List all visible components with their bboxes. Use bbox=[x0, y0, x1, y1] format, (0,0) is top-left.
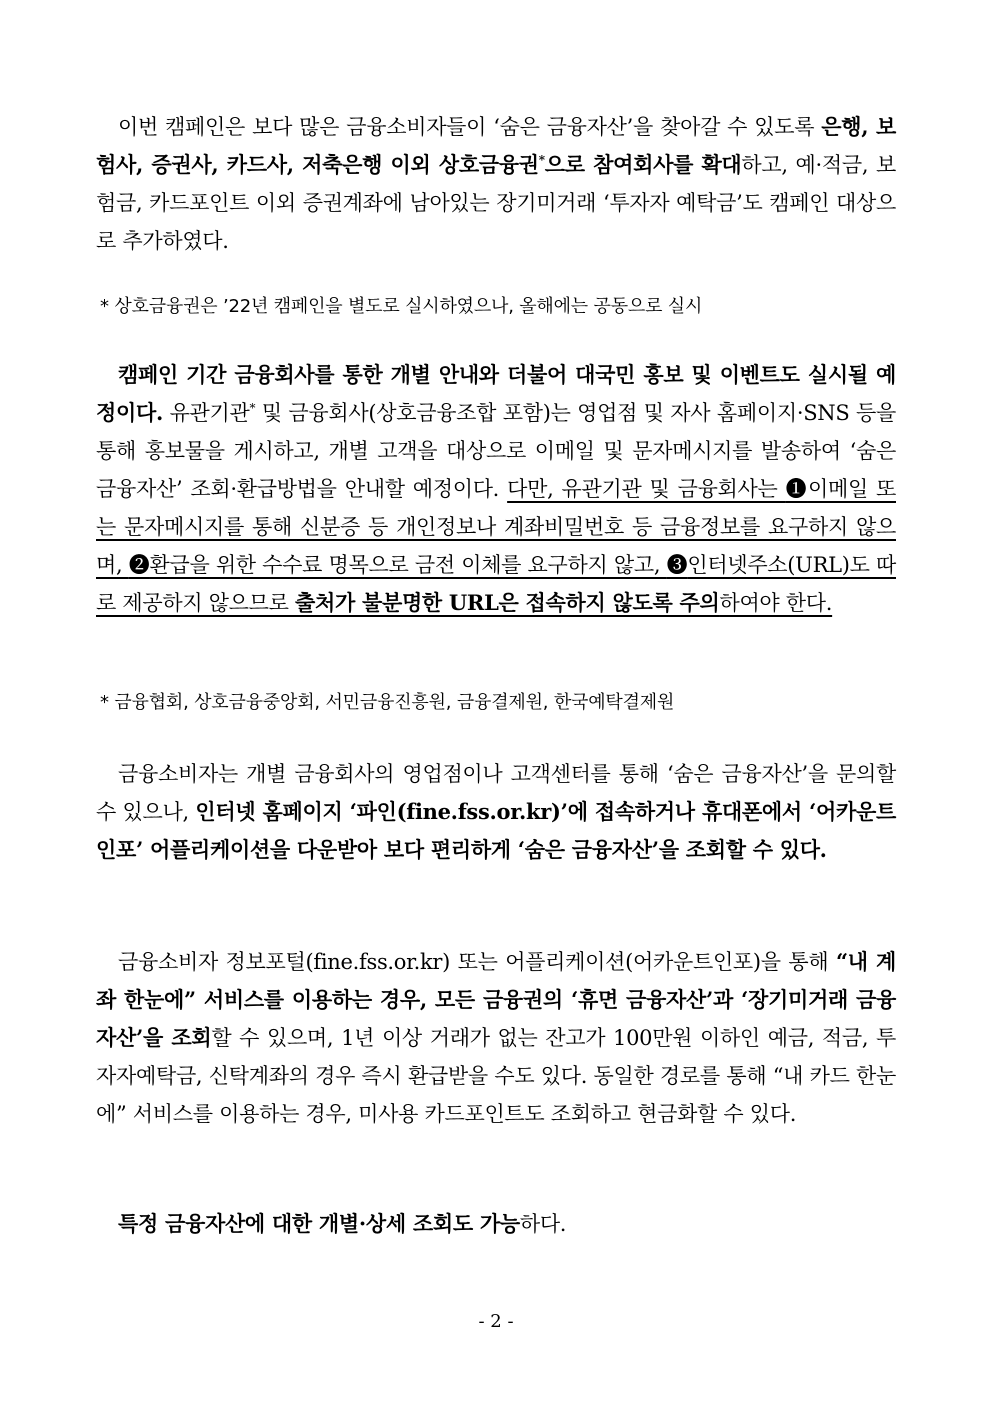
text-run: 이번 캠페인은 보다 많은 금융소비자들이 ‘숨은 금융자산’을 찾아갈 수 있도록 bbox=[118, 115, 822, 139]
warning-text-bold: 출처가 불분명한 URL은 접속하지 않도록 주의 bbox=[295, 590, 720, 615]
footnote-mark: * bbox=[538, 153, 545, 167]
footnote-related-agencies: * 금융협회, 상호금융중앙회, 서민금융진흥원, 금융결제원, 한국예탁결제원 bbox=[100, 692, 675, 713]
text-run: 금융소비자는 개별 금융회사의 영업점이나 고객센터를 통해 ‘숨은 금융자산’을 문의할 수 있으나, bbox=[96, 762, 896, 824]
text-run: 할 수 있으며, 1년 이상 거래가 없는 잔고가 100만원 이하인 예금, 적금, 투자자예탁금, 신탁계좌의 경우 즉시 환급받을 수도 있다. 동일한 경로를 통해 “내 카드 한눈에” 서비스를 이용하는 경우, 미사용 카드포인트도 조회하고 현금화할 수 있다. bbox=[96, 1026, 897, 1126]
text-run: 하다. bbox=[519, 1212, 567, 1236]
page-number: - 2 - bbox=[478, 1311, 514, 1332]
paragraph-fine-portal bbox=[96, 943, 896, 1133]
warning-text: 환급을 위한 수수료 명목으로 금전 이체를 요구하지 않고, bbox=[149, 553, 667, 577]
warning-text: 하여야 한다. bbox=[719, 591, 833, 615]
warning-text: 이메일 또는 문자메시지를 통해 신분증 등 개인정보나 계좌비밀번호 등 금융정보를 요구하지 않으며, bbox=[96, 477, 896, 577]
text-run-bold: 은행, 보험사, 증권사, 카드사, 저축은행 이외 상호금융권 bbox=[96, 114, 896, 177]
text-run: 및 금융회사(상호금융조합 포함)는 영업점 및 자사 홈페이지·SNS 등을 통해 홍보물을 게시하고, 개별 고객을 대상으로 이메일 및 문자메시지를 발송하여 ‘숨은 금융자산’ 조회·환급방법을 안내할 예정이다. bbox=[96, 401, 897, 501]
number-mark: ❷ bbox=[128, 553, 150, 577]
paragraph-detailed-inquiry bbox=[96, 1205, 896, 1243]
paragraph-campaign-scope bbox=[96, 108, 896, 260]
footnote-mutual-finance: * 상호금융권은 ’22년 캠페인을 별도로 실시하였으나, 올해에는 공동으로 실시 bbox=[100, 296, 703, 317]
paragraph-campaign-promotion bbox=[96, 356, 896, 622]
number-mark: ❶ bbox=[785, 477, 808, 501]
footnote-mark: * bbox=[249, 401, 256, 415]
warning-text: 다만, 유관기관 및 금융회사는 bbox=[507, 477, 786, 501]
paragraph-inquiry-methods bbox=[96, 755, 896, 869]
warning-text: 인터넷주소(URL)도 따로 제공하지 않으므로 bbox=[96, 553, 896, 615]
text-run: 금융소비자 정보포털(fine.fss.or.kr) 또는 어플리케이션(어카운트인포)을 통해 bbox=[118, 950, 836, 974]
text-run: 유관기관 bbox=[162, 401, 250, 425]
text-run-bold: 으로 참여회사를 확대 bbox=[544, 152, 742, 177]
text-run-bold: 인터넷 홈페이지 ‘파인(fine.fss.or.kr)’에 접속하거나 휴대폰에서 ‘어카운트인포’ 어플리케이션을 다운받아 보다 편리하게 ‘숨은 금융자산’을 조회할 수 있다. bbox=[96, 799, 896, 862]
text-run-bold: 특정 금융자산에 대한 개별·상세 조회도 가능 bbox=[118, 1211, 520, 1236]
text-run-bold: “내 계좌 한눈에” 서비스를 이용하는 경우, 모든 금융권의 ‘휴면 금융자산’과 ‘장기미거래 금융자산’을 조회 bbox=[96, 949, 896, 1050]
number-mark: ❸ bbox=[666, 553, 688, 577]
text-run: 하고, 예·적금, 보험금, 카드포인트 이외 증권계좌에 남아있는 장기미거래 ‘투자자 예탁금’도 캠페인 대상으로 추가하였다. bbox=[96, 153, 896, 253]
text-run-bold: 캠페인 기간 금융회사를 통한 개별 안내와 더불어 대국민 홍보 및 이벤트도 실시될 예정이다. bbox=[96, 362, 896, 425]
